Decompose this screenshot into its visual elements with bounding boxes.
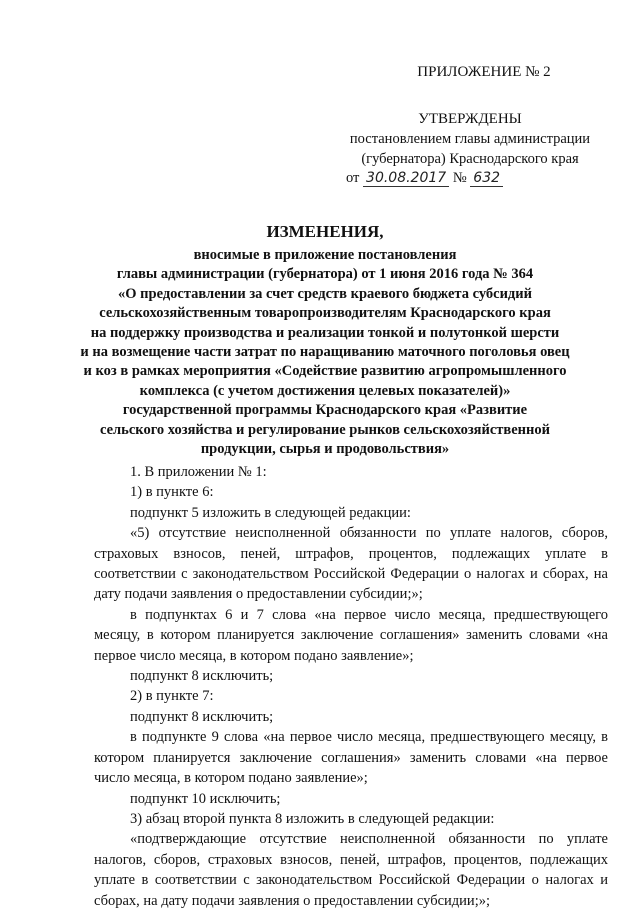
body-paragraph: 2) в пункте 7:	[130, 688, 214, 705]
document-body	[94, 462, 608, 911]
number-prefix: №	[452, 170, 467, 186]
body-paragraph: в подпункте 9 слова «на первое число месяца, предшествующего месяцу, в котором планируется заключение соглашения» заменить словами «на первое число месяца, в котором подано заявление»;	[94, 729, 608, 787]
title-main: ИЗМЕНЕНИЯ,	[266, 222, 384, 241]
body-paragraph: 1. В приложении № 1:	[130, 464, 267, 480]
approval-line-1: постановлением главы администрации	[349, 131, 591, 147]
title-line: вносимые в приложение постановления	[193, 247, 457, 263]
title-line: на поддержку производства и реализации тонкой и полутонкой шерсти	[90, 324, 560, 341]
handwritten-date: 30.08.2017	[363, 171, 449, 187]
approval-date-line	[330, 170, 610, 187]
title-line: сельскохозяйственным товаропроизводителям Краснодарского края	[99, 305, 551, 322]
body-paragraph: «подтверждающие отсутствие неисполненной обязанности по уплате налогов, сборов, страховых взносов, пеней, штрафов, процентов, подлежащих уплате в соответствии с законодательством Российской Федерации о налогах и сборах, на дату подачи заявления о предоставлении субсидии;»;	[94, 831, 608, 909]
title-line: и коз в рамках мероприятия «Содействие развитию агропромышленного	[83, 363, 567, 380]
document-title	[60, 222, 590, 459]
handwritten-number: 632	[470, 171, 503, 187]
date-prefix: от	[346, 170, 360, 186]
title-line: государственной программы Краснодарского края «Развитие	[122, 402, 528, 419]
body-paragraph: подпункт 5 изложить в следующей редакции:	[130, 504, 411, 521]
body-paragraph: подпункт 8 исключить;	[130, 668, 274, 685]
title-line: сельского хозяйства и регулирование рынков сельскохозяйственной	[100, 421, 550, 438]
approval-block	[330, 64, 610, 187]
body-paragraph: подпункт 8 исключить;	[130, 708, 274, 725]
title-line: главы администрации (губернатора) от 1 июня 2016 года № 364	[116, 266, 534, 283]
body-paragraph: 3) абзац второй пункта 8 изложить в следующей редакции:	[130, 810, 495, 827]
body-paragraph: 1) в пункте 6:	[130, 484, 214, 501]
body-paragraph: в подпунктах 6 и 7 слова «на первое число месяца, предшествующего месяцу, в котором планируется заключение соглашения» заменить словами «на первое число месяца, в котором подано заявление»;	[94, 606, 608, 664]
approved-label: УТВЕРЖДЕНЫ	[418, 111, 522, 127]
approval-line-2: (губернатора) Краснодарского края	[361, 151, 579, 167]
title-line: продукции, сырья и продовольствия»	[200, 441, 450, 458]
body-paragraph: подпункт 10 исключить;	[130, 790, 281, 807]
title-line: «О предоставлении за счет средств краевого бюджета субсидий	[118, 285, 532, 302]
title-line: и на возмещение части затрат по наращиванию маточного поголовья овец	[80, 344, 570, 361]
appendix-label: ПРИЛОЖЕНИЕ № 2	[417, 64, 551, 80]
body-paragraph: «5) отсутствие неисполненной обязанности по уплате налогов, сборов, страховых взносов, пеней, штрафов, процентов, подлежащих уплате в соответствии с законодательством Российской Федерации о налогах и сборах, на дату подачи заявления о предоставлении субсидии;»;	[94, 525, 608, 603]
title-line: комплекса (с учетом достижения целевых показателей)»	[139, 382, 511, 399]
